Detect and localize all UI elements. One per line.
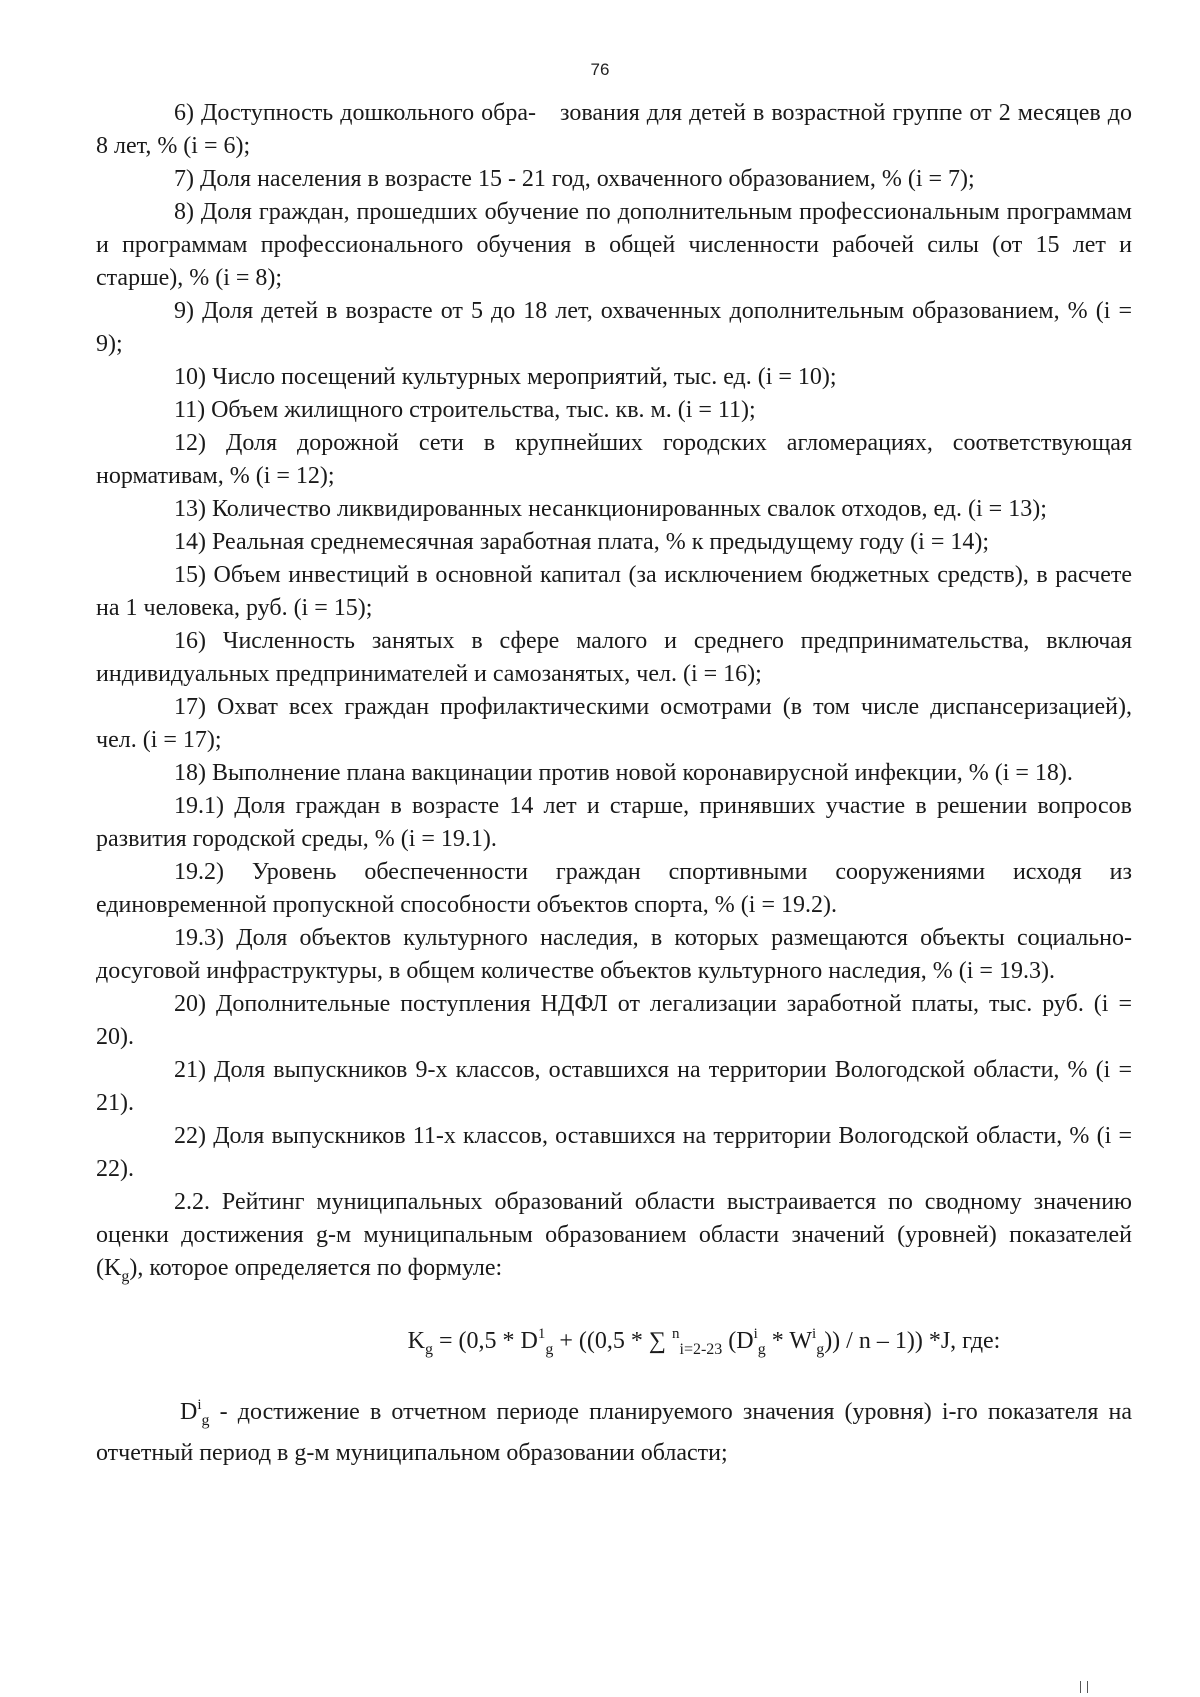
formula-sum-sup: n: [672, 1325, 680, 1342]
rating-text-after: ), которое определяется по формуле:: [129, 1255, 503, 1281]
rating-paragraph: [96, 1186, 1132, 1293]
rating-subscript: g: [121, 1267, 130, 1285]
page-number: 76: [590, 60, 610, 79]
indicator-item-21: 21) Доля выпускников 9-х классов, оставшихся на территории Вологодской области, % (i = 21).: [96, 1057, 1132, 1116]
indicator-item-12: 12) Доля дорожной сети в крупнейших городских агломерациях, соответствующая нормативам, % (i = 12);: [96, 430, 1132, 489]
formula-k: K: [407, 1327, 425, 1354]
definition-d: D: [180, 1398, 198, 1425]
document-body: [96, 97, 1132, 1470]
formula-di-sup: i: [753, 1325, 758, 1342]
indicator-item-11: 11) Объем жилищного строительства, тыс. кв. м. (i = 11);: [174, 397, 756, 423]
rating-text-before: 2.2. Рейтинг муниципальных образований области выстраивается по сводному значению оценки достижения g-м муниципальным образованием области значений (уровней) показателей (K: [96, 1189, 1132, 1281]
indicator-item-16: 16) Численность занятых в сфере малого и среднего предпринимательства, включая индивидуальных предпринимателей и самозанятых, чел. (i = 16);: [96, 628, 1132, 687]
indicator-item-8: 8) Доля граждан, прошедших обучение по дополнительным профессиональным программам и программам профессионального обучения в общей численности рабочей силы (от 15 лет и старше), % (i = 8);: [96, 199, 1132, 291]
definition-text: - достижение в отчетном периоде планируемого значения (уровня) i-го показателя на отчетный период в g-м муниципальном образовании области;: [96, 1398, 1132, 1466]
formula-part-4: * W: [765, 1327, 813, 1354]
formula-k-sub: g: [425, 1340, 433, 1358]
indicator-item-7: 7) Доля населения в возрасте 15 - 21 год, охваченного образованием, % (i = 7);: [174, 166, 975, 192]
scan-edge-mark: [1078, 1679, 1092, 1693]
definition-d-i-g: [96, 1389, 1132, 1470]
indicator-item-14: 14) Реальная среднемесячная заработная плата, % к предыдущему году (i = 14);: [174, 529, 990, 555]
formula-wi-sub: g: [816, 1340, 825, 1358]
definition-sub: g: [201, 1411, 210, 1429]
formula-d1-sub: g: [545, 1340, 554, 1358]
indicator-item-19-2: 19.2) Уровень обеспеченности граждан спортивными сооружениями исходя из единовременной пропускной способности объектов спорта, % (i = 19.2).: [96, 859, 1132, 918]
formula-part-2: + ((0,5 * ∑: [553, 1327, 672, 1354]
indicator-item-22: 22) Доля выпускников 11-х классов, оставшихся на территории Вологодской области, % (i = 22).: [96, 1123, 1132, 1182]
indicator-item-13: 13) Количество ликвидированных несанкционированных свалок отходов, ед. (i = 13);: [174, 496, 1047, 522]
indicator-item-19-1: 19.1) Доля граждан в возрасте 14 лет и старше, принявших участие в решении вопросов развития городской среды, % (i = 19.1).: [96, 793, 1132, 852]
formula-di-sub: g: [757, 1340, 766, 1358]
formula-wi-sup: i: [812, 1325, 817, 1342]
indicator-item-17: 17) Охват всех граждан профилактическими осмотрами (в том числе диспансеризацией), чел. (i = 17);: [96, 694, 1132, 753]
indicator-item-6: 6) Доступность дошкольного обра- зования для детей в возрастной группе от 2 месяцев до 8 лет, % (i = 6);: [96, 100, 1132, 159]
indicator-item-18: 18) Выполнение плана вакцинации против новой коронавирусной инфекции, % (i = 18).: [174, 760, 1073, 786]
indicator-item-20: 20) Дополнительные поступления НДФЛ от легализации заработной платы, тыс. руб. (i = 20).: [96, 991, 1132, 1050]
formula-sum-sub: i=2-23: [679, 1340, 723, 1358]
indicator-item-19-3: 19.3) Доля объектов культурного наследия, в которых размещаются объекты социально-досуговой инфраструктуры, в общем количестве объектов культурного наследия, % (i = 19.3).: [96, 925, 1132, 984]
indicator-item-10: 10) Число посещений культурных мероприятий, тыс. ед. (i = 10);: [174, 364, 837, 390]
indicator-item-9: 9) Доля детей в возрасте от 5 до 18 лет, охваченных дополнительным образованием, % (i = 9);: [96, 298, 1132, 357]
formula-part-5: )) / n – 1)) *J, где:: [824, 1327, 1001, 1354]
formula-part-1: = (0,5 * D: [433, 1327, 538, 1354]
indicator-item-15: 15) Объем инвестиций в основной капитал (за исключением бюджетных средств), в расчете на 1 человека, руб. (i = 15);: [96, 562, 1132, 621]
definition-sup: i: [197, 1396, 202, 1413]
formula-part-3: (D: [722, 1327, 754, 1354]
formula-d1-sup: 1: [537, 1325, 546, 1342]
rating-formula: [96, 1317, 1132, 1367]
